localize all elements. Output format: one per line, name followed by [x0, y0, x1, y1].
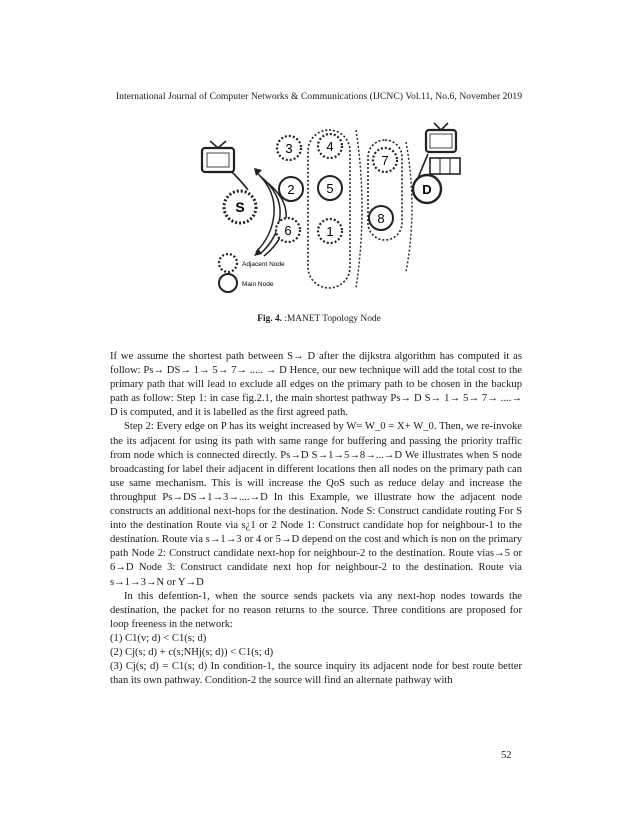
- manet-topology-figure: [190, 112, 470, 312]
- legend-adjacent: [219, 254, 285, 272]
- svg-text:8: 8: [377, 211, 385, 226]
- svg-text:Main Node: Main Node: [242, 281, 274, 288]
- svg-text:5: 5: [326, 181, 334, 196]
- paragraph-3: In this defention-1, when the source sends packets via any next-hop nodes towards the destination, the packet for no reason returns to the source. Three conditions are proposed for loop freeness in the network:: [110, 590, 522, 630]
- svg-text:S: S: [235, 199, 245, 215]
- condition-2: (2) Cj(s; d) + c(s;NHj(s; d)) < C1(s; d): [110, 646, 274, 658]
- legend-main: [219, 274, 274, 292]
- svg-text:Adjacent Node: Adjacent Node: [242, 261, 285, 268]
- svg-text:D: D: [422, 182, 432, 197]
- condition-3: (3) Cj(s; d) = C1(s; d) In condition-1, the source inquiry its adjacent node for best route better than its own pathway. Condition-2 the source will find an alternate pathway with: [110, 661, 522, 687]
- node-7: [373, 148, 397, 172]
- caption-text: :MANET Topology Node: [282, 314, 381, 324]
- condition-1: (1) C1(v; d) < C1(s; d): [110, 632, 207, 644]
- svg-text:4: 4: [326, 139, 334, 154]
- node-6: [276, 218, 300, 242]
- node-2: [279, 177, 303, 201]
- node-s: [224, 191, 256, 223]
- paragraph-1: If we assume the shortest path between S→ D after the dijkstra algorithm has computed it as follow: Ps→ DS→ 1→ 5→ 7→ ..... → D Hence, our new technique will add the total cost to the primary path that will lead to exclude all edges on the primary path to be chosen in the backup path as follow: Step 1: in case fig.2.1, the main shortest pathway Ps→ D S→ 1→ 5→ 7→ ....→ D is computed, and it is labelled as the first agreed path.: [110, 351, 522, 419]
- node-d: [413, 175, 441, 203]
- topology-diagram: [190, 112, 470, 312]
- paragraph-2: Step 2: Every edge on P has its weight increased by W= W_0 = X+ W_0. Then, we re-invoke the its adjacent for using its path with same range for buffering and passing the priority traffic from node which is connected directly. Ps→D S→1→5→8→...→D We illustrates when S node broadcasting for label their adjacent in different locations then all nodes on the primary path can use same mechanism. This is will increase the QoS such as reduce delay and increase the throughput Ps→DS→1→3→....→D In this Example, we illustrate how the adjacent node constructs an additional next-hops for the destination. Node S: Construct candidate routing For S into the destination Route via s¿1 or 2 Node 1: Construct candidate hop for neighbour-1 to the destination. Route via s→1→3 or 4 or 5→D depend on the cost and which is non on the primary path Node 2: Construct candidate next-hop for neighbour-2 to the destination. Route vias→5 or 6→D Node 3: Construct candidate next hop for neighbour-2 to the destination. Route via s→1→3→N or Y→D: [110, 421, 522, 588]
- node-5: [318, 176, 342, 200]
- body-text: [110, 350, 522, 688]
- figure-caption: [0, 314, 638, 324]
- svg-text:1: 1: [326, 224, 334, 239]
- node-3: [277, 136, 301, 160]
- journal-header: International Journal of Computer Networks & Communications (IJCNC) Vol.11, No.6, November 2019: [115, 91, 523, 102]
- monitor-icon-left: [202, 141, 234, 172]
- monitor-icon-right: [426, 123, 460, 174]
- svg-text:6: 6: [284, 223, 292, 238]
- node-8: [369, 206, 393, 230]
- page-number: 52: [501, 750, 512, 761]
- node-4: [318, 134, 342, 158]
- svg-text:2: 2: [287, 182, 295, 197]
- svg-text:3: 3: [285, 141, 293, 156]
- caption-label: Fig. 4.: [257, 314, 282, 324]
- node-1: [318, 219, 342, 243]
- svg-text:7: 7: [381, 153, 389, 168]
